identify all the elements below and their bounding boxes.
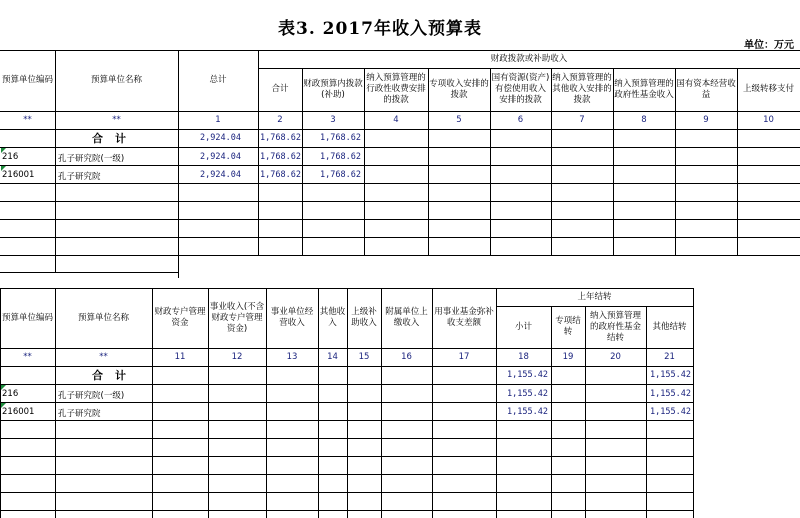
header-c15: 上级补助收入 <box>351 307 377 328</box>
header-c7: 纳入预算管理的其他收入安排的拨款 <box>552 73 612 105</box>
header-c18: 小计 <box>514 321 532 332</box>
index-cell: 1 <box>215 115 221 125</box>
header-c19: 专项结转 <box>555 316 581 337</box>
header-group-carryover: 上年结转 <box>577 291 612 302</box>
total-row-c2: 1,768.62 <box>260 133 301 143</box>
row-c21: 1,155.42 <box>650 389 691 399</box>
header-c8: 纳入预算管理的政府性基金收入 <box>614 78 674 100</box>
index-cell: 8 <box>641 115 647 125</box>
header-c5: 专项收入安排的拨款 <box>429 78 489 100</box>
header-group-fiscal: 财政拨款或补助收入 <box>490 53 568 64</box>
row-c18: 1,155.42 <box>507 407 548 417</box>
row-code: 216001 <box>2 170 35 180</box>
index-cell: ** <box>23 115 32 125</box>
total-row-c3: 1,768.62 <box>320 133 361 143</box>
total-row-label: 合计 <box>92 132 138 145</box>
row-name: 孔子研究院(一级) <box>58 154 125 164</box>
row-code: 216001 <box>2 407 35 417</box>
row-name: 孔子研究院(一级) <box>58 391 125 401</box>
row-total: 2,924.04 <box>200 170 241 180</box>
header-c10: 上级转移支付 <box>742 84 794 94</box>
row-total: 2,924.04 <box>200 152 241 162</box>
header-c11: 财政专户管理资金 <box>154 307 206 328</box>
index-cell: 6 <box>517 115 524 125</box>
index-cell: 3 <box>330 115 336 125</box>
row-name: 孔子研究院 <box>58 172 101 182</box>
index-cell: 16 <box>401 352 412 362</box>
header-c3: 财政预算内拨款(补助) <box>303 78 363 100</box>
row-c3: 1,768.62 <box>320 170 361 180</box>
header-code: 预算单位编码 <box>1 312 53 323</box>
header-c13: 事业单位经营收入 <box>270 307 314 328</box>
index-cell: 15 <box>358 352 370 362</box>
index-cell: 2 <box>277 115 283 125</box>
header-c16: 附属单位上缴收入 <box>385 307 428 328</box>
index-cell: 4 <box>393 115 399 125</box>
index-cell: 17 <box>458 352 470 362</box>
index-cell: 14 <box>327 352 338 362</box>
index-cell: 5 <box>456 115 462 125</box>
total-row-label: 合计 <box>92 369 138 382</box>
index-cell: ** <box>23 352 32 362</box>
header-total: 总计 <box>209 75 227 85</box>
index-cell: ** <box>112 115 121 125</box>
row-code: 216 <box>2 389 19 399</box>
row-code: 216 <box>2 152 19 162</box>
index-cell: 19 <box>562 352 574 362</box>
index-cell: 7 <box>579 115 585 125</box>
index-cell: ** <box>99 352 108 362</box>
header-c9: 国有资本经营收益 <box>676 78 736 100</box>
row-c2: 1,768.62 <box>260 152 301 162</box>
index-cell: 11 <box>174 352 186 362</box>
page-title: 表3. 2017年收入预算表 <box>278 19 482 39</box>
index-cell: 20 <box>610 352 621 362</box>
header-c14: 其他收入 <box>319 307 346 328</box>
unit-label: 单位：万元 <box>744 40 794 51</box>
row-c18: 1,155.42 <box>507 389 548 399</box>
index-cell: 21 <box>664 352 675 362</box>
index-cell: 9 <box>703 115 709 125</box>
header-code: 预算单位编码 <box>1 75 53 85</box>
index-cell: 12 <box>231 352 243 362</box>
header-c6: 国有资源(资产)有偿使用收入安排的拨款 <box>491 73 550 105</box>
index-cell: 13 <box>286 352 298 362</box>
total-row-total: 2,924.04 <box>200 133 241 143</box>
index-cell: 18 <box>518 352 529 362</box>
header-name: 预算单位名称 <box>77 312 129 323</box>
header-c20: 纳入预算管理的政府性基金结转 <box>589 310 641 343</box>
header-name: 预算单位名称 <box>90 75 142 85</box>
header-c4: 纳入预算管理的行政性收费安排的拨款 <box>366 73 426 105</box>
row-name: 孔子研究院 <box>58 409 101 419</box>
header-c12: 事业收入(不含财政专户管理资金) <box>209 301 265 334</box>
row-c21: 1,155.42 <box>650 407 691 417</box>
total-row-c21: 1,155.42 <box>650 370 691 380</box>
header-c2: 合计 <box>271 84 289 94</box>
header-c21: 其他结转 <box>652 321 687 332</box>
index-cell: 10 <box>763 115 774 125</box>
row-c2: 1,768.62 <box>260 170 301 180</box>
total-row-c18: 1,155.42 <box>507 370 548 380</box>
header-c17: 用事业基金弥补收支差额 <box>434 307 494 328</box>
row-c3: 1,768.62 <box>320 152 361 162</box>
